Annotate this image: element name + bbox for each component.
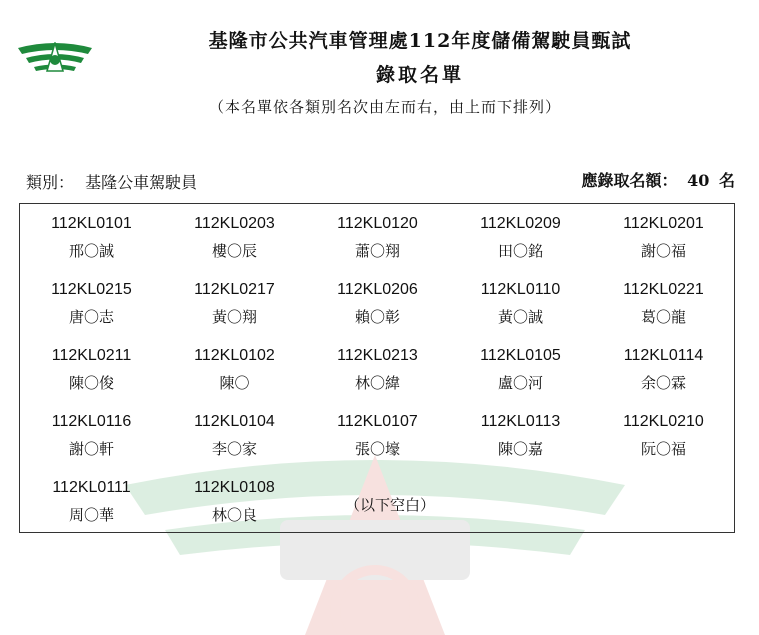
candidate-id: 112KL0209	[480, 215, 561, 232]
candidate-name: 陳〇俊	[68, 374, 114, 392]
candidate-name: 黃〇翔	[211, 308, 257, 326]
candidate-id: 112KL0111	[52, 479, 131, 496]
candidate-id: 112KL0221	[623, 281, 704, 298]
candidate-id: 112KL0206	[337, 281, 418, 298]
list-item	[449, 280, 592, 327]
list-item	[592, 412, 735, 459]
candidate-id: 112KL0114	[623, 347, 704, 364]
agency-logo	[16, 42, 94, 72]
category-value: 基隆公車駕駛員	[85, 173, 198, 192]
candidate-id: 112KL0116	[51, 413, 132, 430]
candidate-name: 阮〇福	[640, 440, 686, 458]
candidate-name: 李〇家	[211, 440, 257, 458]
candidate-id: 112KL0110	[480, 281, 561, 298]
candidate-id: 112KL0120	[337, 215, 418, 232]
candidate-name: 盧〇河	[497, 374, 543, 392]
list-item	[306, 280, 449, 327]
list-item	[306, 214, 449, 261]
list-item	[306, 346, 449, 393]
list-item	[163, 214, 306, 261]
candidate-id: 112KL0102	[194, 347, 275, 364]
candidate-id: 112KL0203	[194, 215, 275, 232]
list-item	[592, 214, 735, 261]
admission-list-table	[19, 203, 735, 533]
list-item	[449, 214, 592, 261]
candidate-name: 黃〇誠	[497, 308, 543, 326]
candidate-name: 余〇霖	[640, 374, 686, 392]
candidate-id: 112KL0210	[623, 413, 704, 430]
candidate-name: 張〇壕	[354, 440, 400, 458]
candidate-name: 唐〇志	[68, 308, 114, 326]
list-item	[20, 280, 163, 327]
candidate-name: 林〇良	[211, 506, 257, 524]
candidate-id: 112KL0105	[480, 347, 561, 364]
candidate-id: 112KL0211	[51, 347, 132, 364]
quota-unit: 名	[718, 171, 735, 190]
candidate-id: 112KL0107	[337, 413, 418, 430]
quota-value: 40	[687, 171, 710, 190]
list-item	[20, 412, 163, 459]
candidate-id: 112KL0201	[623, 215, 704, 232]
list-item	[449, 412, 592, 459]
candidate-name: 葛〇龍	[640, 308, 686, 326]
candidate-name: 蕭〇翔	[354, 242, 400, 260]
list-item	[20, 346, 163, 393]
quota-label: 應錄取名額：	[581, 171, 678, 190]
list-item	[592, 346, 735, 393]
candidate-name: 謝〇軒	[68, 440, 114, 458]
candidate-id: 112KL0217	[194, 281, 275, 298]
quota-line	[578, 168, 735, 191]
list-item	[306, 412, 449, 459]
candidate-name: 林〇緯	[354, 374, 400, 392]
candidate-name: 周〇華	[68, 506, 114, 524]
document-title: 基隆市公共汽車管理處112年度儲備駕駛員甄試	[208, 30, 632, 52]
list-item	[163, 346, 306, 393]
list-item	[163, 280, 306, 327]
candidate-name: 田〇銘	[497, 242, 543, 260]
candidate-name: 邢〇誠	[68, 242, 114, 260]
document-subtitle: 錄取名單	[375, 64, 464, 86]
candidate-id: 112KL0108	[194, 479, 275, 496]
list-item	[20, 478, 163, 525]
list-item	[20, 214, 163, 261]
category-label: 類別：	[26, 173, 75, 192]
candidate-name: 謝〇福	[640, 242, 686, 260]
candidate-id: 112KL0215	[51, 281, 132, 298]
list-item	[163, 412, 306, 459]
candidate-name: 賴〇彰	[354, 308, 400, 326]
blank-remainder-note: （以下空白）	[344, 496, 435, 514]
list-item	[449, 346, 592, 393]
candidate-id: 112KL0213	[337, 347, 418, 364]
candidate-name: 樓〇辰	[211, 242, 257, 260]
category-line	[26, 170, 203, 193]
candidate-id: 112KL0104	[194, 413, 275, 430]
candidate-id: 112KL0101	[51, 215, 132, 232]
candidate-name: 陳〇	[219, 374, 250, 392]
candidate-name: 陳〇嘉	[497, 440, 543, 458]
list-item	[163, 478, 306, 525]
candidate-id: 112KL0113	[480, 413, 561, 430]
list-item	[592, 280, 735, 327]
ordering-note: （本名單依各類別名次由左而右，由上而下排列）	[208, 98, 561, 116]
